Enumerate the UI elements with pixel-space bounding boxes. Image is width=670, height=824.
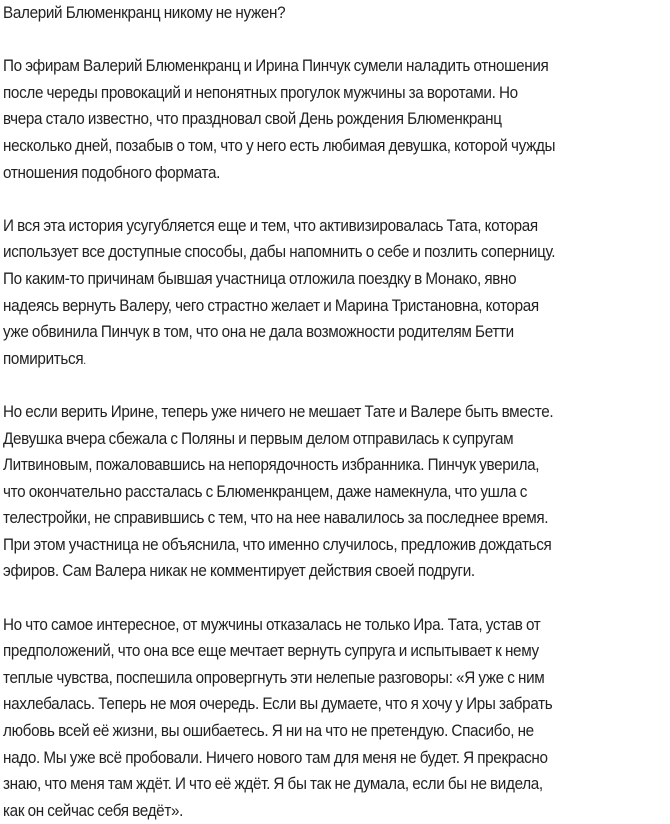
paragraph-line: Но что самое интересное, от мужчины отказалась не только Ира. Тата, устав от	[3, 615, 541, 634]
article	[3, 0, 670, 824]
paragraph-line: И вся эта история усугубляется еще и тем, что активизировалась Тата, которая	[3, 216, 538, 235]
paragraph-1	[3, 53, 670, 186]
paragraph-line: знаю, что меня там ждёт. И что её ждёт. Я бы так не думала, если бы не видела,	[3, 775, 543, 794]
paragraph-line: По эфирам Валерий Блюменкранц и Ирина Пинчук сумели наладить отношения	[3, 57, 549, 76]
paragraph-line: уже обвинила Пинчук в том, что она не дала возможности родителям Бетти	[3, 323, 514, 342]
paragraph-line: Литвиновым, пожаловавшись на непорядочность избранника. Пинчук уверила,	[3, 456, 540, 475]
paragraph-line: надо. Мы уже всё пробовали. Ничего нового там для меня не будет. Я прекрасно	[3, 748, 548, 767]
paragraph-line: телестройки, не справившись с тем, что на нее навалилось за последнее время.	[3, 509, 549, 528]
paragraph-line: что окончательно рассталась с Блюменкранцем, даже намекнула, что ушла с	[3, 482, 528, 501]
paragraph-line: любовь всей её жизни, вы ошибаетесь. Я ни на что не претендую. Спасибо, не	[3, 722, 534, 741]
paragraph-line: несколько дней, позабыв о том, что у него есть любимая девушка, которой чужды	[3, 136, 556, 155]
paragraph-line: При этом участница не объяснила, что именно случилось, предложив дождаться	[3, 535, 552, 554]
paragraph-line: нахлебалась. Теперь не моя очередь. Если вы думаете, что я хочу у Иры забрать	[3, 695, 553, 714]
paragraph-line-last	[3, 346, 623, 373]
paragraph-2	[3, 213, 670, 373]
paragraph-line: как он сейчас себя ведёт».	[3, 801, 184, 820]
paragraph-line: Но если верить Ирине, теперь уже ничего не мешает Тате и Валере быть вместе.	[3, 402, 554, 421]
paragraph-text: помириться	[3, 349, 84, 368]
trailing-period: .	[83, 354, 86, 367]
paragraph-line: По каким-то причинам бывшая участница отложила поездку в Монако, явно	[3, 269, 517, 288]
paragraph-line: Девушка вчера сбежала с Поляны и первым делом отправилась к супругам	[3, 429, 514, 448]
paragraph-line: теплые чувства, поспешила опровергнуть эти нелепые разговоры: «Я уже с ним	[3, 668, 545, 687]
paragraph-line: использует все доступные способы, дабы напомнить о себе и позлить соперницу.	[3, 243, 556, 262]
article-title: Валерий Блюменкранц никому не нужен?	[3, 4, 286, 22]
paragraph-line: отношения подобного формата.	[3, 163, 221, 182]
paragraph-3	[3, 399, 670, 585]
paragraph-line: вчера стало известно, что праздновал свой День рождения Блюменкранц	[3, 110, 502, 129]
paragraph-line: после череды провокаций и непонятных прогулок мужчины за воротами. Но	[3, 83, 518, 102]
paragraph-4	[3, 612, 670, 824]
paragraph-line: эфиров. Сам Валера никак не комментирует действия своей подруги.	[3, 562, 475, 581]
paragraph-line: предположений, что она все еще мечтает вернуть супруга и испытывает к нему	[3, 642, 539, 661]
paragraph-line: надеясь вернуть Валеру, чего страстно желает и Марина Тристановна, которая	[3, 296, 539, 315]
